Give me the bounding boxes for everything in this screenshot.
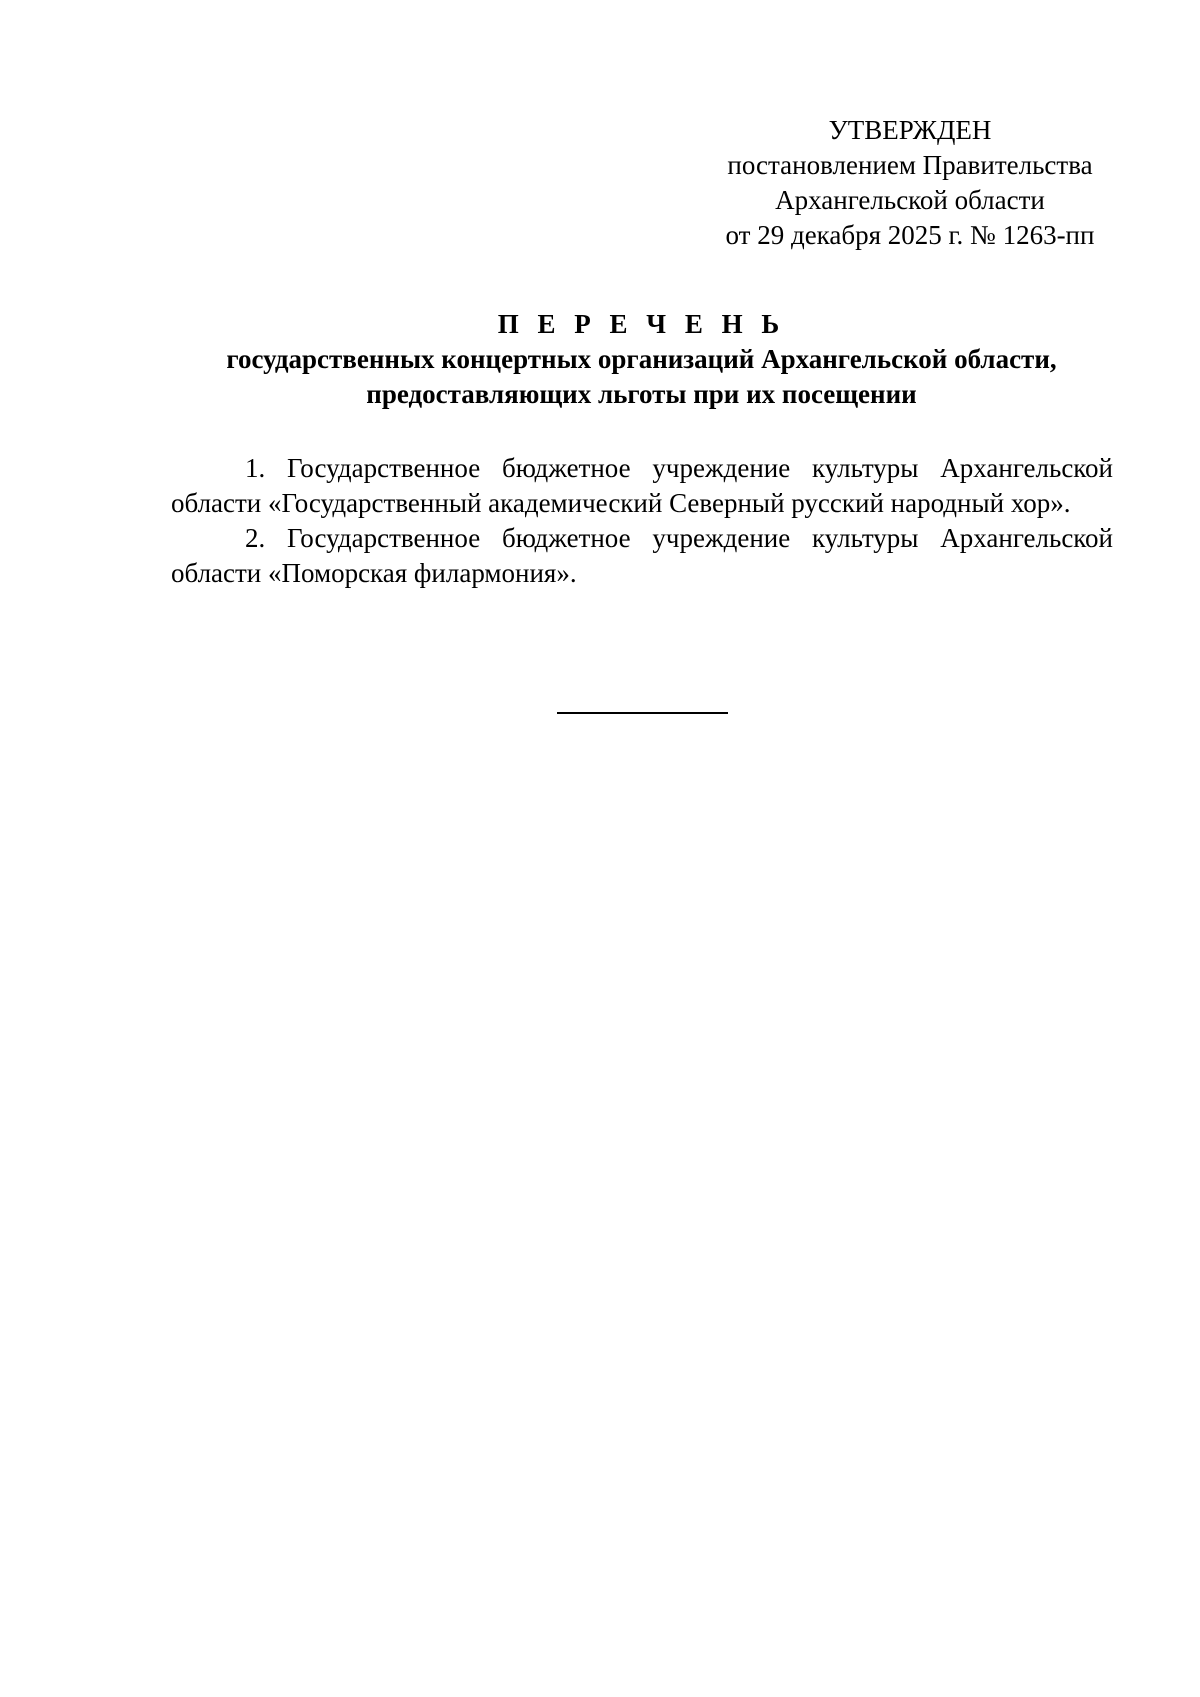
approval-heading: УТВЕРЖДЕН [828,115,992,145]
document-title-block [170,307,1113,412]
list-item: 1. Государственное бюджетное учреждение культуры Архангельской области «Государственный академический Северный русский народный хор». [171,453,1113,518]
approval-stamp-block [690,113,1130,253]
list-item: 2. Государственное бюджетное учреждение культуры Архангельской области «Поморская филармония». [171,523,1113,588]
approval-line: Архангельской области [775,185,1045,215]
approval-date-number: от 29 декабря 2025 г. № 1263-пп [725,220,1095,250]
approval-line: постановлением Правительства [727,150,1093,180]
organization-list [171,451,1113,591]
closing-divider-line [557,712,728,714]
document-subtitle-line: государственных концертных организаций Архангельской области, [226,344,1057,374]
document-title: П Е Р Е Ч Е Н Ь [497,309,786,339]
document-subtitle-line: предоставляющих льготы при их посещении [366,379,917,409]
